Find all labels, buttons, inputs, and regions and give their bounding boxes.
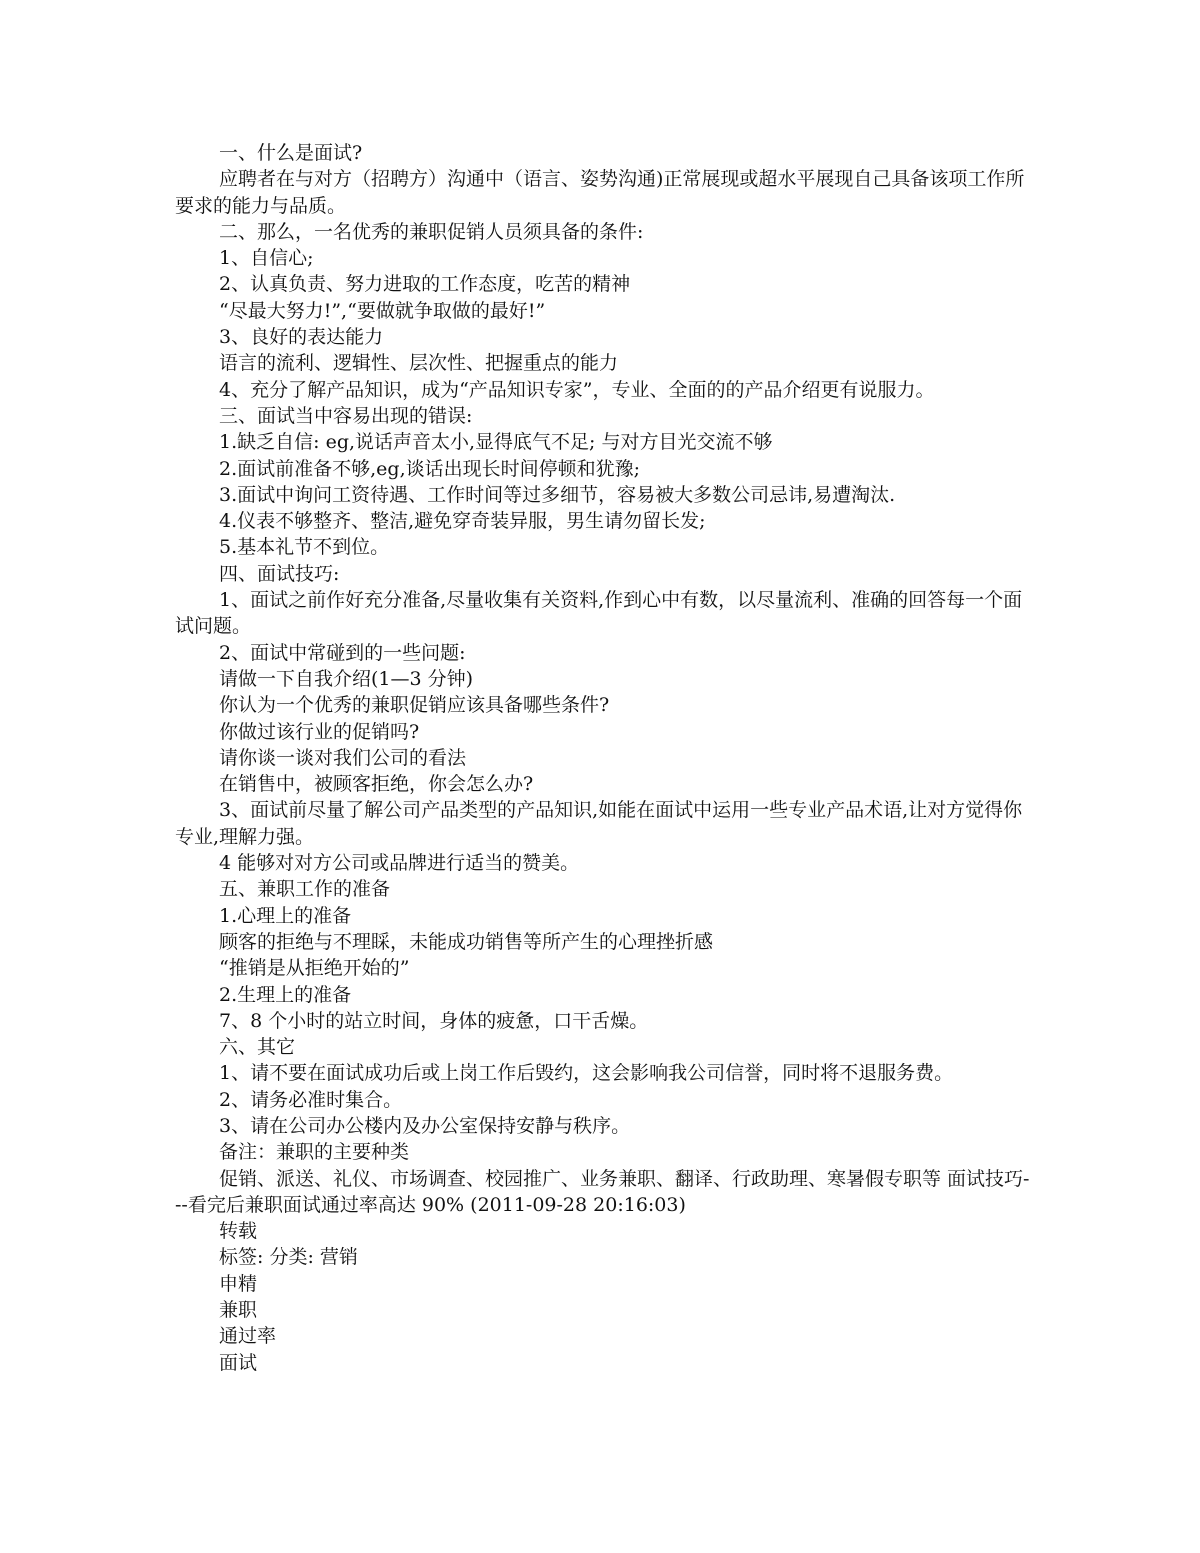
- list-item: 1.缺乏自信: eg,说话声音太小,显得底气不足; 与对方目光交流不够: [219, 431, 773, 454]
- list-item: 4、充分了解产品知识，成为“产品知识专家”，专业、全面的的产品介绍更有说服力。: [219, 378, 935, 401]
- tag-item: 申精: [219, 1272, 258, 1295]
- list-item: 5.基本礼节不到位。: [219, 536, 390, 559]
- list-item: 1、面试之前作好充分准备,尽量收集有关资料,作到心中有数，以尽量流利、准确的回答每一个面试问题。: [175, 589, 1023, 638]
- list-item: 3、请在公司办公楼内及办公室保持安静与秩序。: [219, 1114, 631, 1137]
- quote-line: “尽最大努力!”,“要做就争取做的最好!”: [219, 299, 546, 322]
- tag-item: 面试: [219, 1351, 258, 1374]
- heading-other: 六、其它: [219, 1036, 296, 1059]
- tags-category-line: 标签: 分类: 营销: [219, 1246, 358, 1269]
- paragraph-text: 7、8 个小时的站立时间，身体的疲惫，口干舌燥。: [219, 1009, 649, 1032]
- list-item: 2、请务必准时集合。: [219, 1088, 403, 1111]
- list-item: 3.面试中询问工资待遇、工作时间等过多细节，容易被大多数公司忌讳,易遭淘汰.: [219, 483, 896, 506]
- repost-label: 转载: [219, 1220, 258, 1243]
- list-item: 1、请不要在面试成功后或上岗工作后毁约，这会影响我公司信誉，同时将不退服务费。: [219, 1062, 954, 1085]
- list-item: 3、良好的表达能力: [219, 326, 384, 349]
- tag-item: 兼职: [219, 1299, 258, 1322]
- list-item: 4 能够对对方公司或品牌进行适当的赞美。: [219, 852, 580, 875]
- question-item: 在销售中，被顾客拒绝，你会怎么办?: [219, 773, 534, 796]
- heading-requirements: 二、那么，一名优秀的兼职促销人员须具备的条件:: [219, 220, 644, 243]
- quote-line: “推销是从拒绝开始的”: [219, 957, 410, 980]
- tag-item: 通过率: [219, 1325, 277, 1348]
- list-item: 2.生理上的准备: [219, 983, 352, 1006]
- paragraph-text: 顾客的拒绝与不理睬，未能成功销售等所产生的心理挫折感: [219, 930, 714, 953]
- heading-what-is-interview: 一、什么是面试?: [219, 142, 363, 164]
- list-item: 2、面试中常碰到的一些问题:: [219, 641, 466, 664]
- heading-interview-tips: 四、面试技巧:: [219, 562, 340, 585]
- list-item: 2、认真负责、努力进取的工作态度，吃苦的精神: [219, 273, 631, 296]
- question-item: 请你谈一谈对我们公司的看法: [219, 746, 467, 769]
- paragraph-interview-definition: 应聘者在与对方（招聘方）沟通中（语言、姿势沟通)正常展现或超水平展现自己具备该项工作所要求的能力与品质。: [175, 168, 1025, 217]
- paragraph-text: 语言的流利、逻辑性、层次性、把握重点的能力: [219, 352, 619, 375]
- list-item: 4.仪表不够整齐、整洁,避免穿奇装异服，男生请勿留长发;: [219, 510, 706, 533]
- note-heading: 备注：兼职的主要种类: [219, 1141, 410, 1164]
- paragraph-job-types: 促销、派送、礼仪、市场调查、校园推广、业务兼职、翻译、行政助理、寒暑假专职等 面试技巧---看完后兼职面试通过率高达 90% (2011-09-28 20:16:03): [175, 1167, 1030, 1216]
- list-item: 1.心理上的准备: [219, 904, 352, 927]
- list-item: 2.面试前准备不够,eg,谈话出现长时间停顿和犹豫;: [219, 457, 641, 480]
- question-item: 请做一下自我介绍(1—3 分钟): [219, 667, 474, 690]
- question-item: 你认为一个优秀的兼职促销应该具备哪些条件?: [219, 694, 610, 717]
- question-item: 你做过该行业的促销吗?: [219, 720, 420, 743]
- heading-work-preparation: 五、兼职工作的准备: [219, 878, 391, 901]
- list-item: 3、面试前尽量了解公司产品类型的产品知识,如能在面试中运用一些专业产品术语,让对方觉得你专业,理解力强。: [175, 799, 1023, 848]
- document-body: [175, 140, 1035, 1376]
- list-item: 1、自信心;: [219, 247, 314, 270]
- heading-common-mistakes: 三、面试当中容易出现的错误:: [219, 404, 473, 427]
